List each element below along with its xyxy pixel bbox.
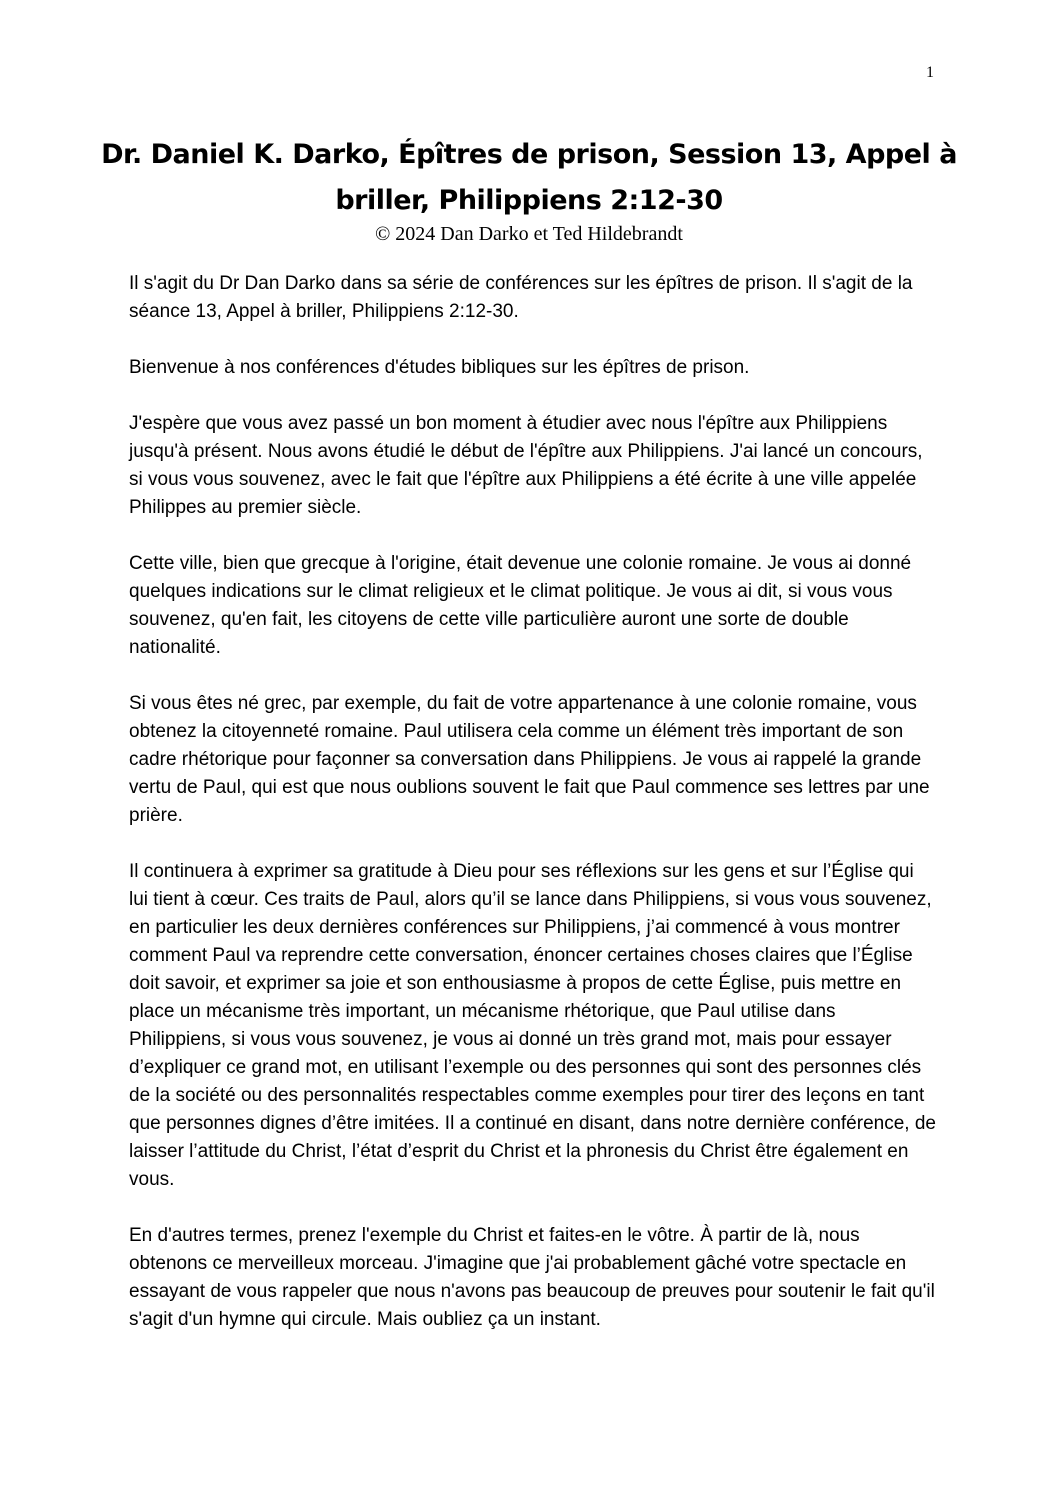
document-title: Dr. Daniel K. Darko, Épîtres de prison, Session 13, Appel à briller, Philippiens 2:12-30: [101, 139, 957, 216]
copyright-line: © 2024 Dan Darko et Ted Hildebrandt: [375, 223, 683, 245]
page-number: 1: [926, 64, 934, 81]
paragraph: Si vous êtes né grec, par exemple, du fait de votre appartenance à une colonie romaine, vous obtenez la citoyenneté romaine. Paul utilisera cela comme un élément très important de son cadre rhétorique pour façonner sa conversation dans Philippiens. Je vous ai rappelé la grande vertu de Paul, qui est que nous oublions souvent le fait que Paul commence ses lettres par une prière.: [129, 693, 930, 826]
paragraph: Il s'agit du Dr Dan Darko dans sa série de conférences sur les épîtres de prison. Il s'agit de la séance 13, Appel à briller, Philippiens 2:12-30.: [129, 273, 913, 322]
paragraph: Bienvenue à nos conférences d'études bibliques sur les épîtres de prison.: [129, 357, 750, 378]
paragraph: J'espère que vous avez passé un bon moment à étudier avec nous l'épître aux Philippiens jusqu'à présent. Nous avons étudié le début de l'épître aux Philippiens. J'ai lancé un concours, si vous vous souvenez, avec le fait que l'épître aux Philippiens a été écrite à une ville appelée Philippes au premier siècle.: [129, 413, 923, 518]
document-body: [129, 270, 937, 1362]
paragraph: Cette ville, bien que grecque à l'origine, était devenue une colonie romaine. Je vous ai donné quelques indications sur le climat religieux et le climat politique. Je vous ai dit, si vous vous souvenez, qu'en fait, les citoyens de cette ville particulière auront une sorte de double nationalité.: [129, 553, 912, 658]
paragraph: Il continuera à exprimer sa gratitude à Dieu pour ses réflexions sur les gens et sur l’Église qui lui tient à cœur. Ces traits de Paul, alors qu’il se lance dans Philippiens, si vous vous souvenez, en particulier les deux dernières conférences sur Philippiens, j’ai commencé à vous montrer comment Paul va reprendre cette conversation, énoncer certaines choses claires que l’Église doit savoir, et exprimer sa joie et son enthousiasme à propos de cette Église, puis mettre en place un mécanisme très important, un mécanisme rhétorique, que Paul utilise dans Philippiens, si vous vous souvenez, je vous ai donné un très grand mot, mais pour essayer d’expliquer ce grand mot, en utilisant l’exemple ou des personnes qui sont des personnes clés de la société ou des personnalités respectables comme exemples pour tirer des leçons en tant que personnes dignes d’être imitées. Il a continué en disant, dans notre dernière conférence, de laisser l’attitude du Christ, l’état d’esprit du Christ et la phronesis du Christ être également en vous.: [129, 861, 936, 1190]
paragraph: En d'autres termes, prenez l'exemple du Christ et faites-en le vôtre. À partir de là, nous obtenons ce merveilleux morceau. J'imagine que j'ai probablement gâché votre spectacle en essayant de vous rappeler que nous n'avons pas beaucoup de preuves pour soutenir le fait qu'il s'agit d'un hymne qui circule. Mais oubliez ça un instant.: [129, 1225, 935, 1330]
